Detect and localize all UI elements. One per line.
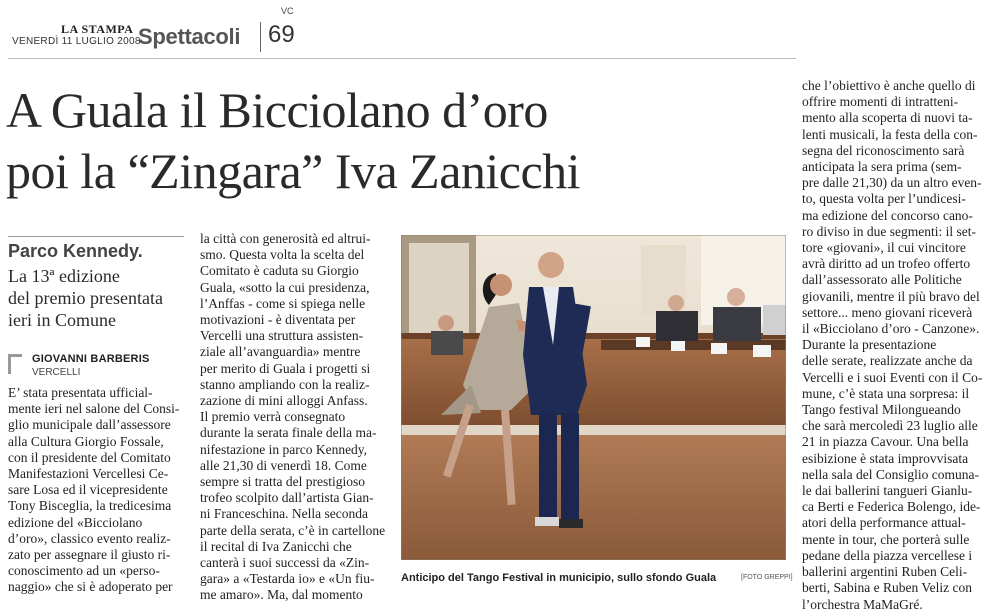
byline-city: VERCELLI: [32, 367, 81, 378]
body-column-3: che l’obiettivo è anche quello di offrire momenti di intratteni- mento alla scoperta di nuovi ta- lenti musicali, la festa della con- segna del riconoscimento sarà anticipata la sera prima (sem- pre dalle 21,30) da un altro even- to, questa volta per l’undicesi- ma edizione del concorso cano- ro diviso in due segmenti: il set- tore «giovani», il cui vincitore avrà diritto ad un trofeo offerto dall’assessorato alle Politiche giovanili, mentre il più bravo del settore... meno giovani riceverà il «Bicciolano d’oro - Canzone». Durante la presentazione delle serate, realizzate anche da Vercelli e i suoi Eventi con il Co- mune, c’è stata una sorpresa: il Tango festival Milongueando che sarà mercoledì 23 luglio alle 21 in piazza Cavour. Una bella esibizione è stata improvvisata nella sala del Consiglio comuna- le dai ballerini tangueri Gianlu- ca Berti e Federica Bolengo, ide- atori della performance attual- mente in tour, che porterà sulle pedane della piazza vercellese i ballerini argentini Ruben Celi- berti, Sabina e Ruben Veliz con l’orchestra MaMaGré.: [802, 78, 983, 612]
page-number: 69: [268, 21, 295, 48]
byline-mark: [8, 354, 22, 374]
deck-line-1: La 13ª edizione: [8, 266, 120, 286]
body-column-1: E’ stata presentata ufficial- mente ieri nel salone del Consi- glio municipale dall’assessore alla Cultura Giorgio Fossale, con il presidente del Comitato Manifestazioni Vercellesi Ce- sare Losa ed il vicepresidente Tony Bisceglia, la tredicesima edizione del «Bicciolano d’oro», classico evento realiz- zato per assegnare il giusto ri- conoscimento ad un «perso- naggio» che si è adoperato per: [8, 385, 180, 595]
headline-line-1: A Guala il Bicciolano d’oro: [6, 82, 548, 138]
photo-caption: Anticipo del Tango Festival in municipio, sullo sfondo Guala: [401, 572, 717, 584]
masthead-rule: [8, 58, 796, 59]
deck: [8, 265, 194, 331]
byline-author: GIOVANNI BARBERIS: [32, 353, 150, 365]
edition-code: VC: [281, 6, 294, 16]
masthead-divider: [260, 22, 261, 52]
body-column-2: la città con generosità ed altrui- smo. Questa volta la scelta del Comitato è caduta su Giorgio Guala, «sotto la cui presidenza, l’Anffas - come si spiega nelle motivazioni - è diventata per Vercelli una struttura assisten- ziale all’avanguardia» mentre per merito di Guala i progetti si stanno ampliando con la realiz- zazione di mini alloggi Anfass. Il premio verrà consegnato durante la serata finale della ma- nifestazione in parco Kennedy, alle 21,30 di venerdì 18. Come sempre si tratta del prestigioso trofeo scolpito dall’artista Gian- ni Franceschina. Nella seconda parte della serata, c’è in cartellone il recital di Iva Zanicchi che canterà i suoi successi da «Zin- gara» a «Testarda io» e «Un fiu- me amaro». Ma, dal momento: [200, 231, 386, 603]
issue-date: VENERDÌ 11 LUGLIO 2008: [12, 36, 141, 47]
kicker: Parco Kennedy.: [8, 241, 143, 261]
headline-line-2: poi la “Zingara” Iva Zanicchi: [6, 143, 581, 199]
deck-line-2: del premio presentata: [8, 288, 163, 308]
headline: [6, 80, 796, 202]
deck-line-3: ieri in Comune: [8, 310, 116, 330]
section-name: Spettacoli: [138, 24, 241, 49]
tango-dancers-photo: [401, 235, 786, 560]
deck-rule: [8, 236, 184, 237]
newspaper-name: LA STAMPA: [61, 22, 134, 36]
photo-credit: [FOTO GREPPI]: [741, 574, 793, 581]
article-photo: [401, 235, 786, 560]
